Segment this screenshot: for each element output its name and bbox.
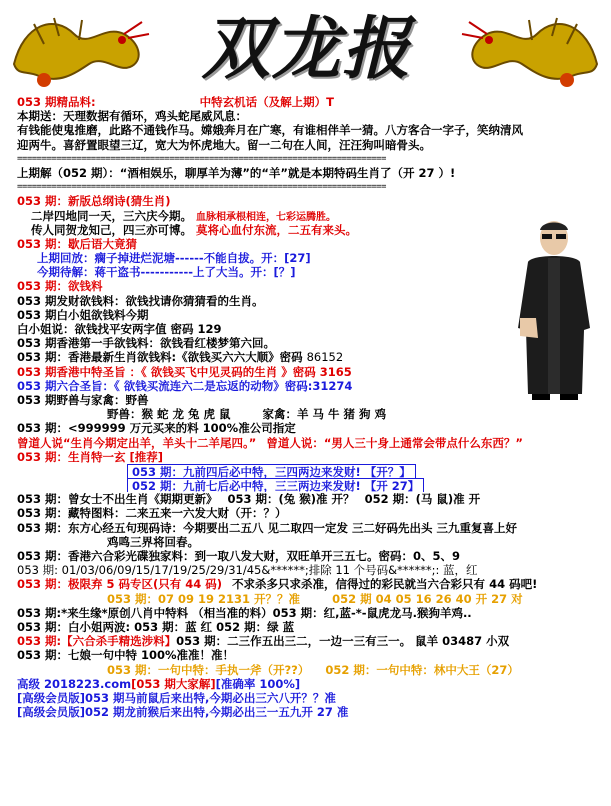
one-phrase-053: 053 期：一句中特：手执一斧（开??） <box>107 662 310 677</box>
line-4: 迎两牛。喜舒置眼望三辽，宽大为怀虎地大。留一二句在人间，汪汪狗叫暗骨头。 <box>17 137 431 152</box>
header-banner <box>0 0 611 98</box>
premium-accuracy: [准确率 100%] <box>215 676 301 691</box>
page-title: 双龙报 <box>201 9 412 89</box>
line-10 <box>17 251 605 265</box>
line-22: 053 期：<999999 万元买来的料 100%准公司指定 <box>17 421 296 436</box>
line-36: 053 期：白小姐两波: 053 期：蓝 红 052 期：绿 蓝 <box>17 619 295 634</box>
poem-line-a: 二岸四地同一天，三六庆今期。 <box>31 208 192 223</box>
line-39 <box>17 663 605 677</box>
line-16: 053 期香港第一手欲钱料：欲钱看红楼梦第六回。 <box>17 336 276 351</box>
separator: =========================================================================== <box>17 153 386 164</box>
numbers-053: 053 期：07 09 19 2131 开？？准 <box>107 591 301 606</box>
zeng-says-b: 曾道人说：“男人三十身上通常会带点什么东西？” <box>266 435 523 450</box>
line-18: 053 期香港中特圣旨 ：《 欲钱买飞中见灵码的生肖 》密码 3165 <box>17 364 352 379</box>
line-23 <box>17 436 605 450</box>
line-6: 053 期：新版总纲诗(猜生肖) <box>17 194 171 209</box>
separator: =========================================================================== <box>17 182 386 193</box>
line-9: 053 期：歇后语大竟猜 <box>17 236 138 251</box>
line-27 <box>17 492 605 506</box>
replay-label: 上期回放： <box>37 251 95 266</box>
line-20: 053 期野兽与家禽：野兽 <box>17 392 149 407</box>
line-8 <box>17 223 605 237</box>
one-phrase-052: 052 期：一句中特：林中大王（27） <box>325 662 519 677</box>
poem-line-b: 莫将心血付东流，二五有来头。 <box>196 222 358 237</box>
line-31: 053 期：香港六合彩光碟独家料：到一取八发大财，双旺单开三五七。密码：0、5、9 <box>17 549 461 563</box>
line-35: 053 期:*来生缘*原创八肖中特料 （相当准的料）053 期：红,蓝-*-鼠虎龙马.猴狗羊鸡.. <box>17 605 472 620</box>
line-17 <box>17 350 605 364</box>
kill-5-note: 不求杀多只求杀准，信得过的彩民就当六合彩只有 44 码吧! <box>232 577 538 592</box>
domestic-animals: 家禽：羊 马 牛 猪 狗 鸡 <box>262 407 387 422</box>
pending-label: 今期待解： <box>37 265 95 280</box>
line-21 <box>17 407 605 421</box>
premium-tag: [053 期大家解] <box>131 676 216 691</box>
line-13: 053 期发财欲钱料：欲钱找请你猜猜看的生肖。 <box>17 293 264 308</box>
line-11 <box>17 265 605 279</box>
replay-text: 瘸子掉进烂泥塘------不能自拔。开：[27] <box>94 251 311 266</box>
content-body <box>17 95 605 719</box>
line-7 <box>17 209 605 223</box>
premium-site: 高级 2018223.com <box>17 676 132 691</box>
dragon-right-icon <box>457 4 607 92</box>
ms-zeng-053: 053 期：(兔 猴)准 开？ <box>227 492 355 507</box>
line-3: 有钱能使鬼推磨，此路不通钱作马。嫦娥奔月在广寒，有谁相伴羊一猜。八方客合一字子，笑纳清风 <box>17 123 523 138</box>
line-37 <box>17 634 605 648</box>
line-33 <box>17 577 605 591</box>
line-19: 053 期六合圣旨：《 欲钱买流连六二是忘返的动物》密码:31274 <box>17 378 353 393</box>
poem-line-a: 传人同贺龙知己，四三亦可博。 <box>31 222 192 237</box>
line-12: 053 期：欲钱料 <box>17 279 103 294</box>
wild-animals: 野兽：猴 蛇 龙 兔 虎 鼠 <box>107 407 231 422</box>
title-box <box>172 8 442 90</box>
ms-zeng-label: 053 期：曾女士不出生肖《期期更新》 <box>17 492 218 507</box>
line-26 <box>17 478 605 492</box>
kill-5-label: 053 期：极限弃 5 码专区(只有 44 码) <box>17 577 223 592</box>
line-41: [高级会员版]053 期马前鼠后来出特,今期必出三六八开？？准 <box>17 690 336 705</box>
line-25 <box>17 464 605 478</box>
line-2: 本期送：天理数据有循环，鸡头蛇尾威风息： <box>17 109 247 124</box>
line-40 <box>17 677 605 691</box>
dragon-left-icon <box>4 4 154 92</box>
poem-line-b: 血脉相承根相连，七彩运腾胜。 <box>196 211 337 223</box>
ms-zeng-052: 052 期：(马 鼠)准 开 <box>364 492 481 507</box>
line-42: [高级会员版]052 期龙前猴后来出特,今期必出三一五九开 27 准 <box>17 705 349 720</box>
hk-latest-code: 86152 <box>306 350 344 365</box>
hint-box-052: 052 期：九前七后必中特，三三两边来发财! 【开 27】 <box>127 478 424 492</box>
line-1 <box>17 95 605 109</box>
line-5: 上期解（052 期）：“酒相娱乐，聊厚羊为薄”的“羊”就是本期特码生肖了（开 27 ）! <box>17 165 456 180</box>
line-34 <box>17 592 605 606</box>
line-28: 053 期：藏特图料：二来五来一六发大财（开：？） <box>17 506 287 521</box>
pending-text: 蒋干盗书-----------上了大当。开：[？] <box>94 265 296 280</box>
line-24: 053 期：生肖特一玄 [推荐] <box>17 449 164 464</box>
hk-latest-label: 053 期：香港最新生肖欲钱料:《欲钱买六六大顺》密码 <box>17 350 307 365</box>
line-38: 053 期：七娘一句中特 100%准准！准！ <box>17 648 235 663</box>
section-label: 053 期精品料: <box>17 95 96 109</box>
killer-label: 053 期:【六合杀手精选涉料】 <box>17 634 177 649</box>
zeng-says-a: 曾道人说“生肖今期定出羊，羊头十二羊尾四。” <box>17 435 257 450</box>
line-32: 053 期: 01/03/06/09/15/17/19/25/29/31/45&******;排除 11 个号码&******;: 蓝，红 <box>17 563 478 578</box>
line-30: 鸡鸣三界将回春。 <box>107 534 199 549</box>
hint-title: 中特玄机话（及解上期）T <box>199 95 334 109</box>
hint-box-053: 053 期：九前四后必中特，三四两边来发财! 【开？】 <box>127 464 416 478</box>
numbers-052: 052 期 04 05 16 26 40 开 27 对 <box>332 591 523 606</box>
line-15: 白小姐说：欲钱找平安两字值 密码 129 <box>17 322 222 336</box>
line-14: 053 期白小姐欲钱料今期 <box>17 307 149 322</box>
line-29: 053 期：东方心经五句现码诗：今期要出二五八 见二取四一定发 三二好码先出头 三九重复喜上好 <box>17 520 518 535</box>
killer-text: 053 期：二三作五出三二，一边一三有三一。 鼠羊 03487 小双 <box>176 634 510 649</box>
